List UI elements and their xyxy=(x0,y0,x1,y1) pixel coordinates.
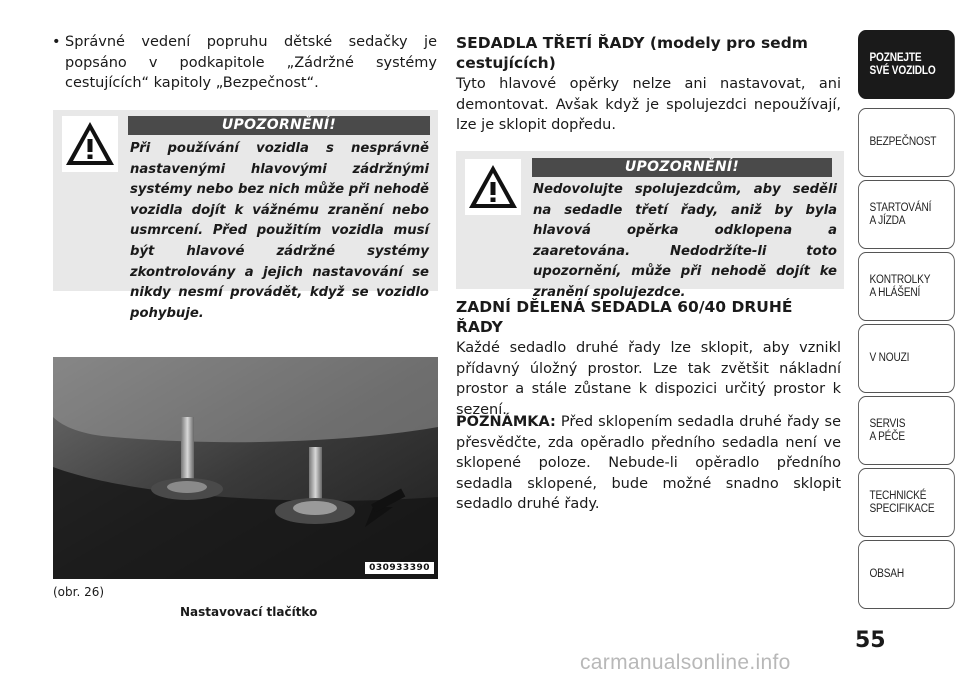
tab-startovani-a-jizda[interactable]: STARTOVÁNÍ A JÍZDA xyxy=(858,180,955,249)
tab-servis-a-pece[interactable]: SERVIS A PÉČE xyxy=(858,396,955,465)
warning-box-right xyxy=(456,151,844,300)
tab-v-nouzi[interactable]: V NOUZI xyxy=(858,324,955,393)
section-heading-third-row: SEDADLA TŘETÍ ŘADY (modely pro sedm cestujících) xyxy=(456,34,808,72)
warning-header: UPOZORNĚNÍ! xyxy=(128,116,430,135)
warning-text: Nedovolujte spolujezdcům, aby seděli na sedadle třetí řady, aniž by byla hlavová opěrka odklopena a zaaretována. Nedodržíte-li toto upozornění, může při nehodě dojít ke zranění spolujezdce. xyxy=(533,182,837,300)
figure-number: (obr. 26) xyxy=(53,585,105,599)
warning-box-left xyxy=(53,110,438,321)
figure-photo xyxy=(53,357,438,579)
tab-obsah[interactable]: OBSAH xyxy=(858,540,955,609)
bullet-symbol: • xyxy=(52,34,61,50)
headrest-photo-illustration xyxy=(53,357,438,579)
tab-poznejte-sve-vozidlo[interactable]: POZNEJTE SVÉ VOZIDLO xyxy=(858,30,955,99)
section-heading-second-row: ZADNÍ DĚLENÁ SEDADLA 60/40 DRUHÉ ŘADY xyxy=(456,298,793,336)
bullet-item xyxy=(52,32,437,94)
note-label: POZNÁMKA: xyxy=(456,414,556,430)
tab-kontrolky-a-hlaseni[interactable]: KONTROLKY A HLÁŠENÍ xyxy=(858,252,955,321)
bullet-text: Správné vedení popruhu dětské sedačky je popsáno v podkapitole „Zádržné systémy cestujících“ kapitoly „Bezpečnost“. xyxy=(65,34,437,91)
watermark: carmanualsonline.info xyxy=(580,651,791,674)
warning-header: UPOZORNĚNÍ! xyxy=(532,158,832,177)
warning-text: Při používání vozidla s nesprávně nastavenými hlavovými zádržnými systémy nebo bez nich může při nehodě vozidla dojít k vážnému zranění nebo usmrcení. Před použitím vozidla musí být hlavové zádržné systémy zkontrolovány a jejich nastavování se nikdy nesmí provádět, když se vozidlo pohybuje. xyxy=(130,141,429,321)
figure-caption: Nastavovací tlačítko xyxy=(180,605,318,619)
paragraph-second-row: Každé sedadlo druhé řady lze sklopit, aby vznikl přídavný úložný prostor. Lze tak zvětšit nákladní prostor a stále zůstane k dispozici určitý prostor k sezení. xyxy=(456,340,841,418)
page-number: 55 xyxy=(855,628,886,653)
paragraph-third-row: Tyto hlavové opěrky nelze ani nastavovat, ani demontovat. Avšak když je spolujezdci nepoužívají, lze je sklopit dopředu. xyxy=(456,76,841,133)
tab-bezpecnost[interactable]: BEZPEČNOST xyxy=(858,108,955,177)
note-paragraph xyxy=(456,412,841,515)
note-text: Před sklopením sedadla druhé řady se přesvědčte, zda opěradlo předního sedadla není ve sklopené poloze. Nebude-li opěradlo předního sedadla sklopené, bude možné snadno sklopit sedadlo druhé řady. xyxy=(456,414,841,512)
figure-code: 030933390 xyxy=(365,562,434,574)
tab-technicke-specifikace[interactable]: TECHNICKÉ SPECIFIKACE xyxy=(858,468,955,537)
